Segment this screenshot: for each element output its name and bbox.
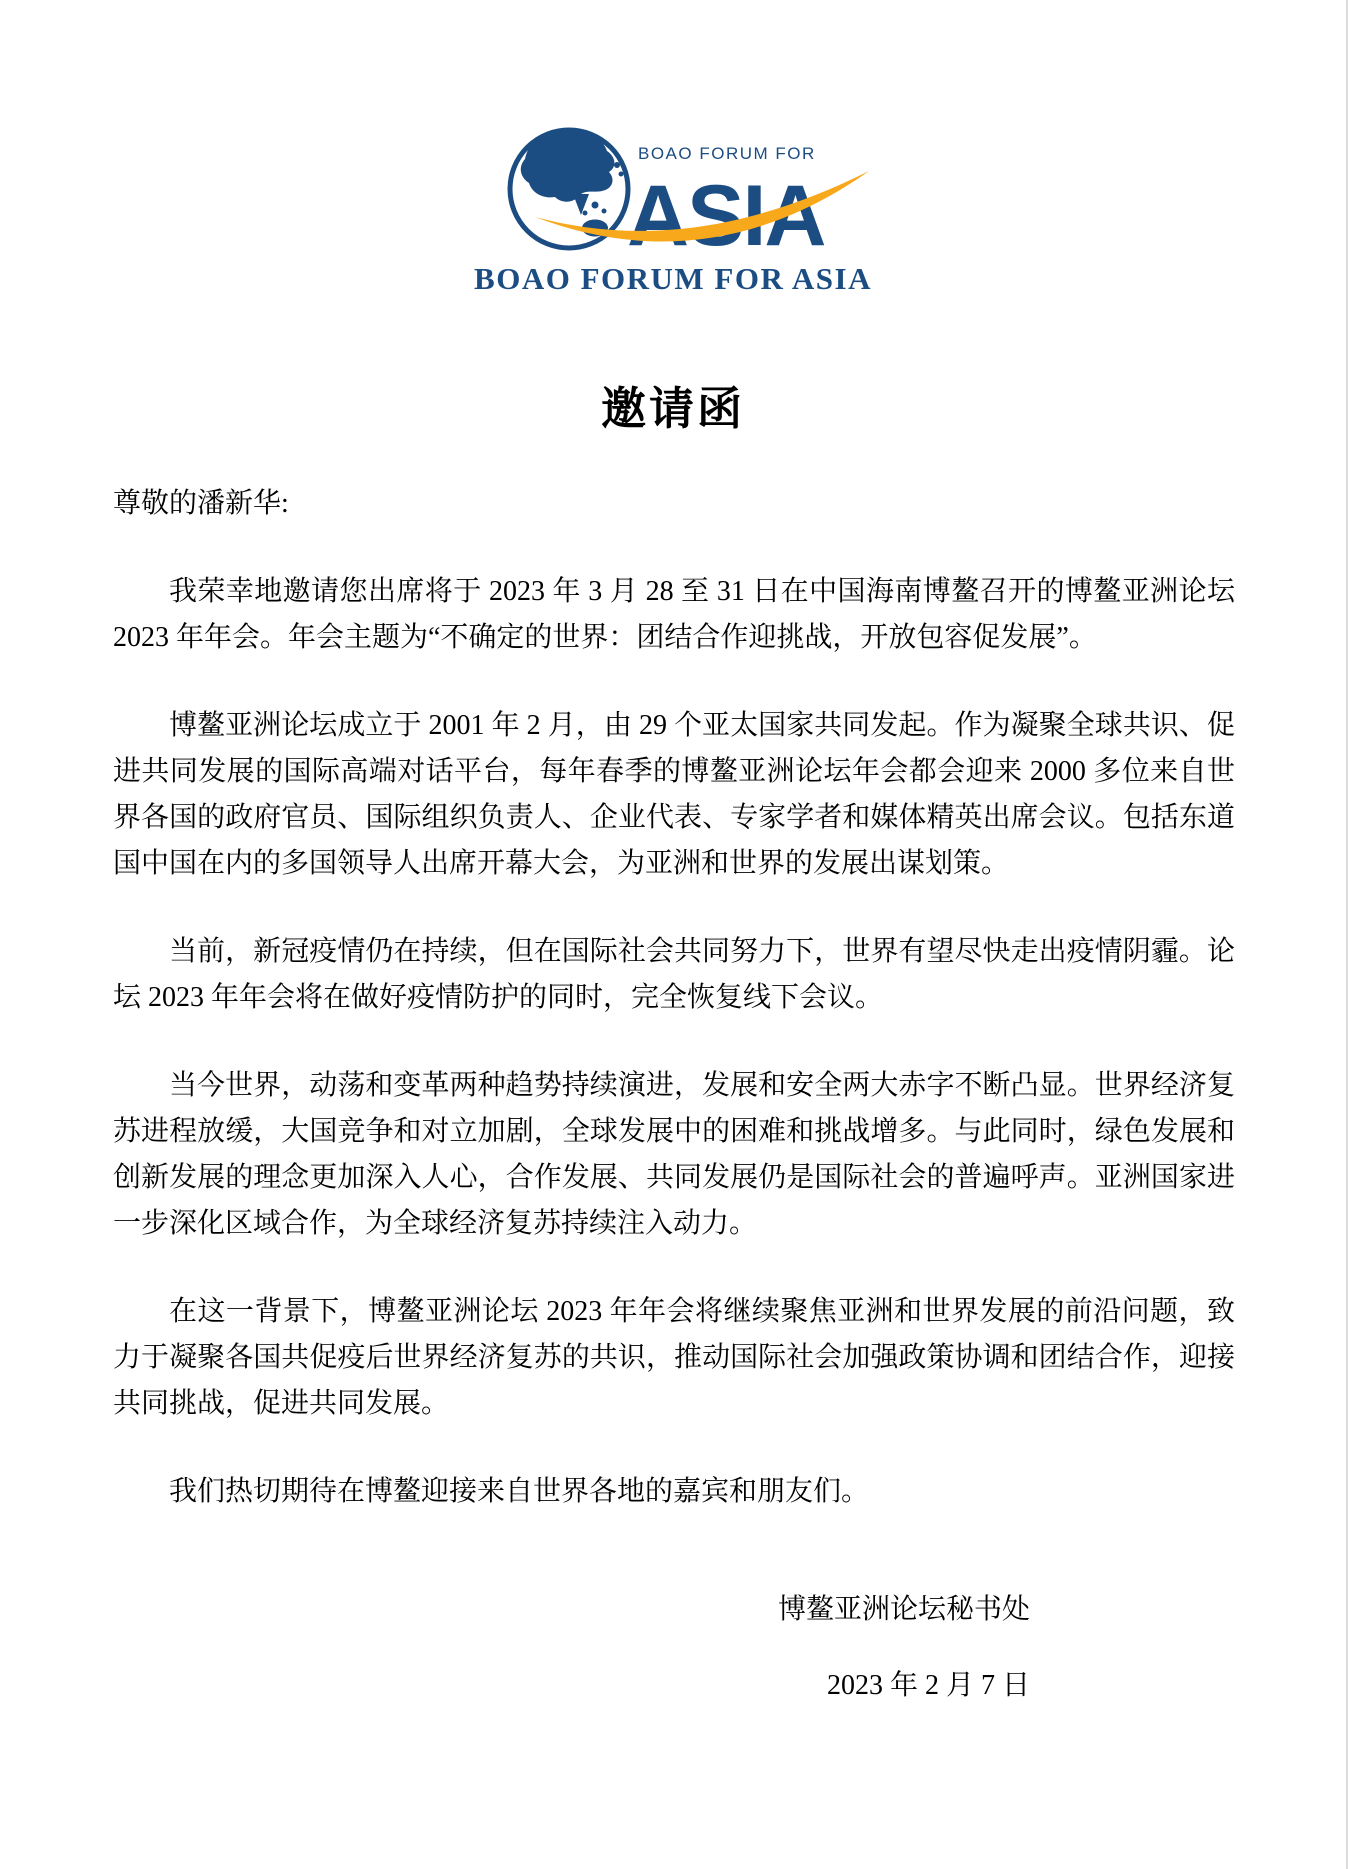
letter-date: 2023 年 2 月 7 日: [826, 1670, 1030, 1701]
signature: 博鳌亚洲论坛秘书处: [777, 1594, 1030, 1625]
letter-body: [113, 481, 1235, 1709]
letter-paragraph: 博鳌亚洲论坛成立于 2001 年 2 月，由 29 个亚太国家共同发起。作为凝聚全球共识、促进共同发展的国际高端对话平台，每年春季的博鳌亚洲论坛年会都会迎来 2000 多位来自世界各国的政府官员、国际组织负责人、企业代表、专家学者和媒体精英出席会议。包括东道国中国在内的多国领导人出席开幕大会，为亚洲和世界的发展出谋划策。: [113, 710, 1235, 879]
letter-paragraph: 在这一背景下，博鳌亚洲论坛 2023 年年会将继续聚焦亚洲和世界发展的前沿问题，致力于凝聚各国共促疫后世界经济复苏的共识，推动国际社会加强政策协调和团结合作，迎接共同挑战，促进共同发展。: [113, 1296, 1235, 1419]
salutation: 尊敬的潘新华:: [113, 488, 289, 519]
letter-paragraph: 我荣幸地邀请您出席将于 2023 年 3 月 28 至 31 日在中国海南博鳌召开的博鳌亚洲论坛 2023 年年会。年会主题为“不确定的世界：团结合作迎挑战，开放包容促发展”。: [113, 576, 1235, 653]
logo-small-text: BOAO FORUM FOR: [638, 144, 816, 163]
letter-paragraph: 当前，新冠疫情仍在持续，但在国际社会共同努力下，世界有望尽快走出疫情阴霾。论坛 2023 年年会将在做好疫情防护的同时，完全恢复线下会议。: [113, 936, 1235, 1013]
letter-paragraph: 当今世界，动荡和变革两种趋势持续演进，发展和安全两大赤字不断凸显。世界经济复苏进程放缓，大国竞争和对立加剧，全球发展中的困难和挑战增多。与此同时，绿色发展和创新发展的理念更加深入人心，合作发展、共同发展仍是国际社会的普遍呼声。亚洲国家进一步深化区域合作，为全球经济复苏持续注入动力。: [113, 1070, 1235, 1239]
letter-paragraph: 我们热切期待在博鳌迎接来自世界各地的嘉宾和朋友们。: [169, 1476, 870, 1507]
logo-asia-text: ASIA: [627, 168, 825, 259]
boao-logo: [0, 0, 1346, 297]
letter-title: 邀请函: [600, 383, 745, 434]
boao-logo-graphic: [477, 101, 869, 259]
logo-wordmark: BOAO FORUM FOR ASIA: [474, 261, 872, 296]
